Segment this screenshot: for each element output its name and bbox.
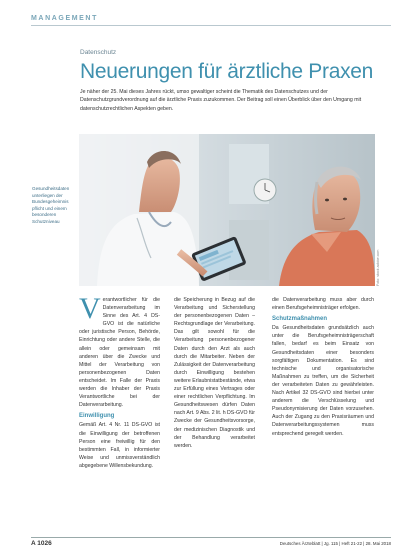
photo-caption: Gesundheitsdaten unterliegen der Bundesgeheimnis pflicht und einem besonderen Schutzniveau <box>32 186 70 224</box>
journal-reference: Deutsches Ärzteblatt | Jg. 115 | Heft 21-22 | 28. Mai 2018 <box>279 541 391 546</box>
photo-credit: Foto: stock.adobe.com <box>376 249 380 286</box>
section-label: MANAGEMENT <box>31 15 98 22</box>
section-rule <box>31 25 391 26</box>
page-number: A 1026 <box>31 540 52 547</box>
lead-paragraph: Je näher der 25. Mai dieses Jahres rückt, umso gewaltiger scheint die Thematik des Datenschutzes und der Datenschutzgrundverordnung auf die ärztliche Praxis zuzukommen. Der Beitrag soll einen Überblick über den Umgang mit datenschutzrechtlichen Aspekten geben. <box>80 89 362 112</box>
column-3-text: die Datenverarbeitung muss aber durch einen Berufsgeheimnisträger erfolgen. <box>272 297 374 312</box>
article-column-2 <box>174 296 255 532</box>
headline: Neuerungen für ärztliche Praxen <box>80 60 374 83</box>
column-1-text: erantwortlicher für die Datenverarbeitung im Sinne des Art. 4 DS-GVO ist die natürliche oder juristische Person, Behörde, Einrichtung oder andere Stelle, die allein oder gemeinsam mit anderen über die Zwecke und Mittel der Verarbeitung von personenbezogenen Daten entscheidet. Im Falle der Praxis werden die Inhaber der Praxis Verantwortliche bei der Datenverarbeitung. <box>79 297 160 409</box>
drop-cap: V <box>79 296 101 325</box>
column-3-text-2: Da Gesundheitsdaten grundsätzlich auch unter die Berufsgeheimnisträgerschaft fallen, bedarf es beim Einsatz von Gesundheitsdaten einer besonders sorgfältigen Dokumentation. Es sind technische und organisatorische Maßnahmen zu treffen, um die Sicherheit der verarbeiteten Daten zu gewährleisten. Nach Artikel 32 DS-GVO sind hierbei unter anderem die Verschlüsselung und Pseudonymisierung der Daten vorzusehen. Auch der Zugang zu den Praxisräumen und Datenverarbeitungssystemen muss entsprechend geregelt werden. <box>272 325 374 437</box>
kicker: Datenschutz <box>80 49 117 56</box>
article-photo <box>79 134 375 286</box>
subhead-schutzmassnahmen: Schutzmaßnahmen <box>272 316 328 323</box>
article-column-3 <box>272 296 374 532</box>
article-column-1 <box>79 296 160 532</box>
column-1-text-2: Gemäß Art. 4 Nr. 11 DS-GVO ist die Einwilligung der betroffenen Person eine freiwillig für den bestimmten Fall, in informierter Weise und unmissverständlich abgegebene Willensbekundung. <box>79 422 160 469</box>
subhead-einwilligung: Einwilligung <box>79 413 115 420</box>
column-2-text: die Speicherung in Bezug auf die Verarbeitung und Sicherstellung der personenbezogenen Daten – Rechtsgrundlage der Verarbeitung. Das gilt sowohl für die Verarbeitung personenbezogener Daten durch den Arzt als auch durch die Mitarbeiter. Neben der Zulässigkeit der Datenverarbeitung durch Einwilligung bestehen weitere Erlaubnistatbestände, etwa zur Erfüllung eines Vertrages oder einer rechtlichen Verpflichtung. Im Gesundheitswesen dürfen Daten nach Art. 9 Abs. 2 lit. h DS-GVO für Zwecke der Gesundheitsvorsorge, der medizinischen Diagnostik und der Behandlung verarbeitet werden. <box>174 297 255 449</box>
footer-rule <box>31 537 391 538</box>
